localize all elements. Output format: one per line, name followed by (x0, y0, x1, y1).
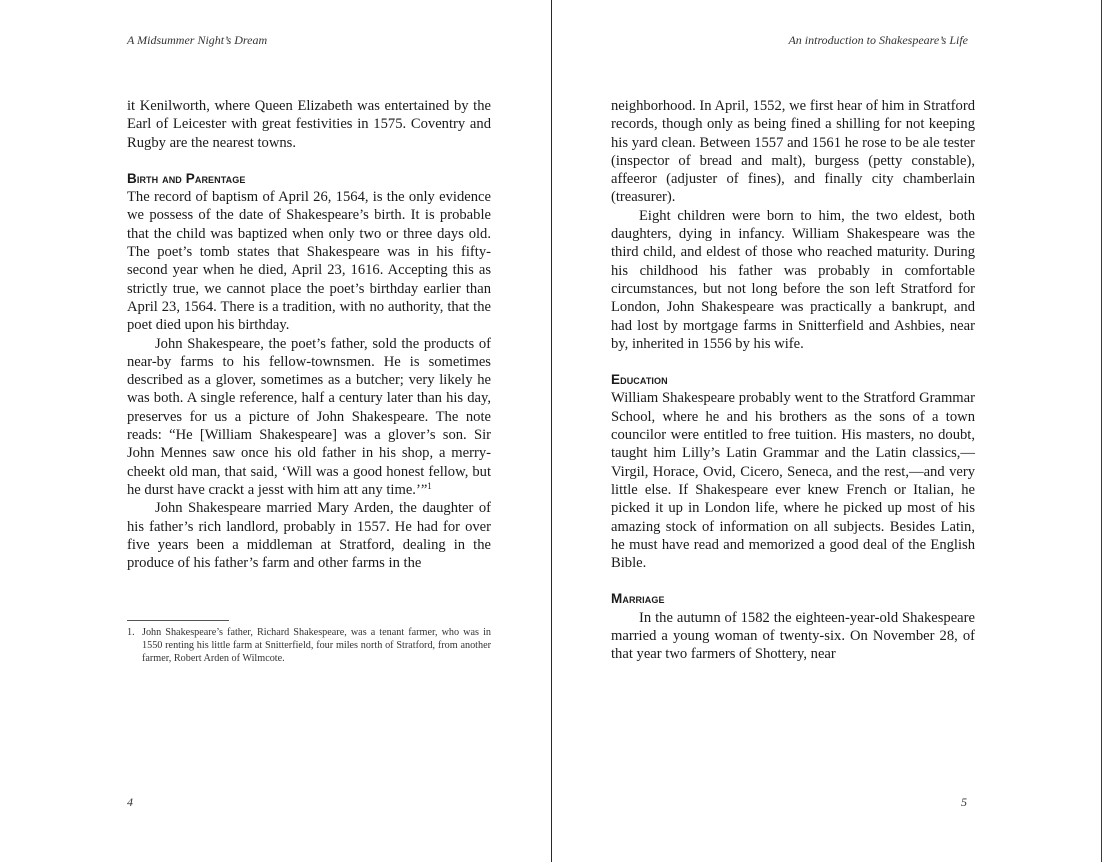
footnote (127, 626, 491, 666)
right-running-head: An introduction to Shakespeare’s Life (788, 33, 968, 47)
right-page (552, 0, 1103, 862)
paragraph-children: Eight children were born to him, the two eldest, both daughters, dying in infancy. William Shakespeare was the third child, and eldest of those who reached maturity. During his childhood his father was probably in comfortable circumstances, but not long before the son left Stratford for London, John Shakespeare was practically a bankrupt, and had lost by mortgage farms in Snitterfield and Ashbies, near by, inherited in 1556 by his wife. (611, 207, 975, 352)
paragraph-marriage: In the autumn of 1582 the eighteen-year-old Shakespeare married a young woman of twenty-six. On November 28, of that year two farmers of Shottery, near (611, 609, 975, 663)
paragraph-father (127, 335, 491, 500)
paragraph-baptism: The record of baptism of April 26, 1564, is the only evidence we possess of the date of Shakespeare’s birth. It is probable that the child was baptized when only two or three days old. The poet’s tomb states that Shakespeare was in his fifty-second year when he died, April 23, 1616. Accepting this as strictly true, we cannot place the poet’s birthday earlier than April 23, 1564. There is a tradition, with no authority, that the poet died upon his birthday. (127, 189, 491, 334)
heading-marriage: Marriage (611, 591, 665, 607)
right-body-text (611, 97, 975, 664)
left-running-head: A Midsummer Night’s Dream (127, 33, 268, 47)
right-page-number: 5 (961, 795, 967, 809)
left-body-text (127, 97, 491, 572)
heading-education: Education (611, 372, 668, 388)
heading-birth-and-parentage: Birth and Parentage (127, 170, 246, 186)
left-page-number: 4 (127, 795, 133, 809)
paragraph-marriage-arden: John Shakespeare married Mary Arden, the daughter of his father’s rich landlord, probably in 1557. He had for over five years been a middleman at Stratford, dealing in the produce of his father’s farm and other farms in the (127, 500, 491, 572)
footnote-number: 1. (127, 627, 135, 638)
paragraph-education: William Shakespeare probably went to the Stratford Grammar School, where he and his brothers as the sons of a town councilor were entitled to free tuition. His masters, no doubt, taught him Lilly’s Latin Grammar and the Latin classics,—Virgil, Horace, Ovid, Cicero, Seneca, and the rest,—and very little else. If Shakespeare ever knew French or Italian, he picked it up in London life, where he picked up most of his amazing stock of information on all subjects. Besides Latin, he must have read and memorized a good deal of the English Bible. (611, 390, 975, 572)
opening-paragraph: it Kenilworth, where Queen Elizabeth was entertained by the Earl of Leicester with great festivities in 1575. Coventry and Rugby are the nearest towns. (127, 98, 491, 151)
footnote-reference: 1 (427, 480, 432, 491)
left-page (0, 0, 551, 862)
footnote-text: John Shakespeare’s father, Richard Shakespeare, was a tenant farmer, who was in 1550 renting his little farm at Snitterfield, four miles north of Stratford, from another farmer, Robert Arden of Wilmcote. (142, 627, 491, 665)
footnote-divider (127, 620, 229, 621)
paragraph-stratford-records: neighborhood. In April, 1552, we first hear of him in Stratford records, though only as being fined a shilling for not keeping his yard clean. Between 1557 and 1561 he rose to be ale tester (inspector of bread and malt), burgess (petty constable), affeeror (adjuster of fines), and finally city chamberlain (treasurer). (611, 98, 975, 206)
paragraph-father-text: John Shakespeare, the poet’s father, sold the products of near-by farms to his fellow-townsmen. He is sometimes described as a glover, sometimes as a butcher; very likely he was both. A single reference, half a century later than his day, preserves for us a picture of John Shakespeare. The note reads: “He [William Shakespeare] was a glover’s son. Sir John Mennes saw once his old father in his shop, a merry-cheekt old man, that said, ‘Will was a good honest fellow, but he durst have crackt a jesst with him att any time.’” (127, 335, 491, 498)
page-edge (1101, 0, 1102, 862)
